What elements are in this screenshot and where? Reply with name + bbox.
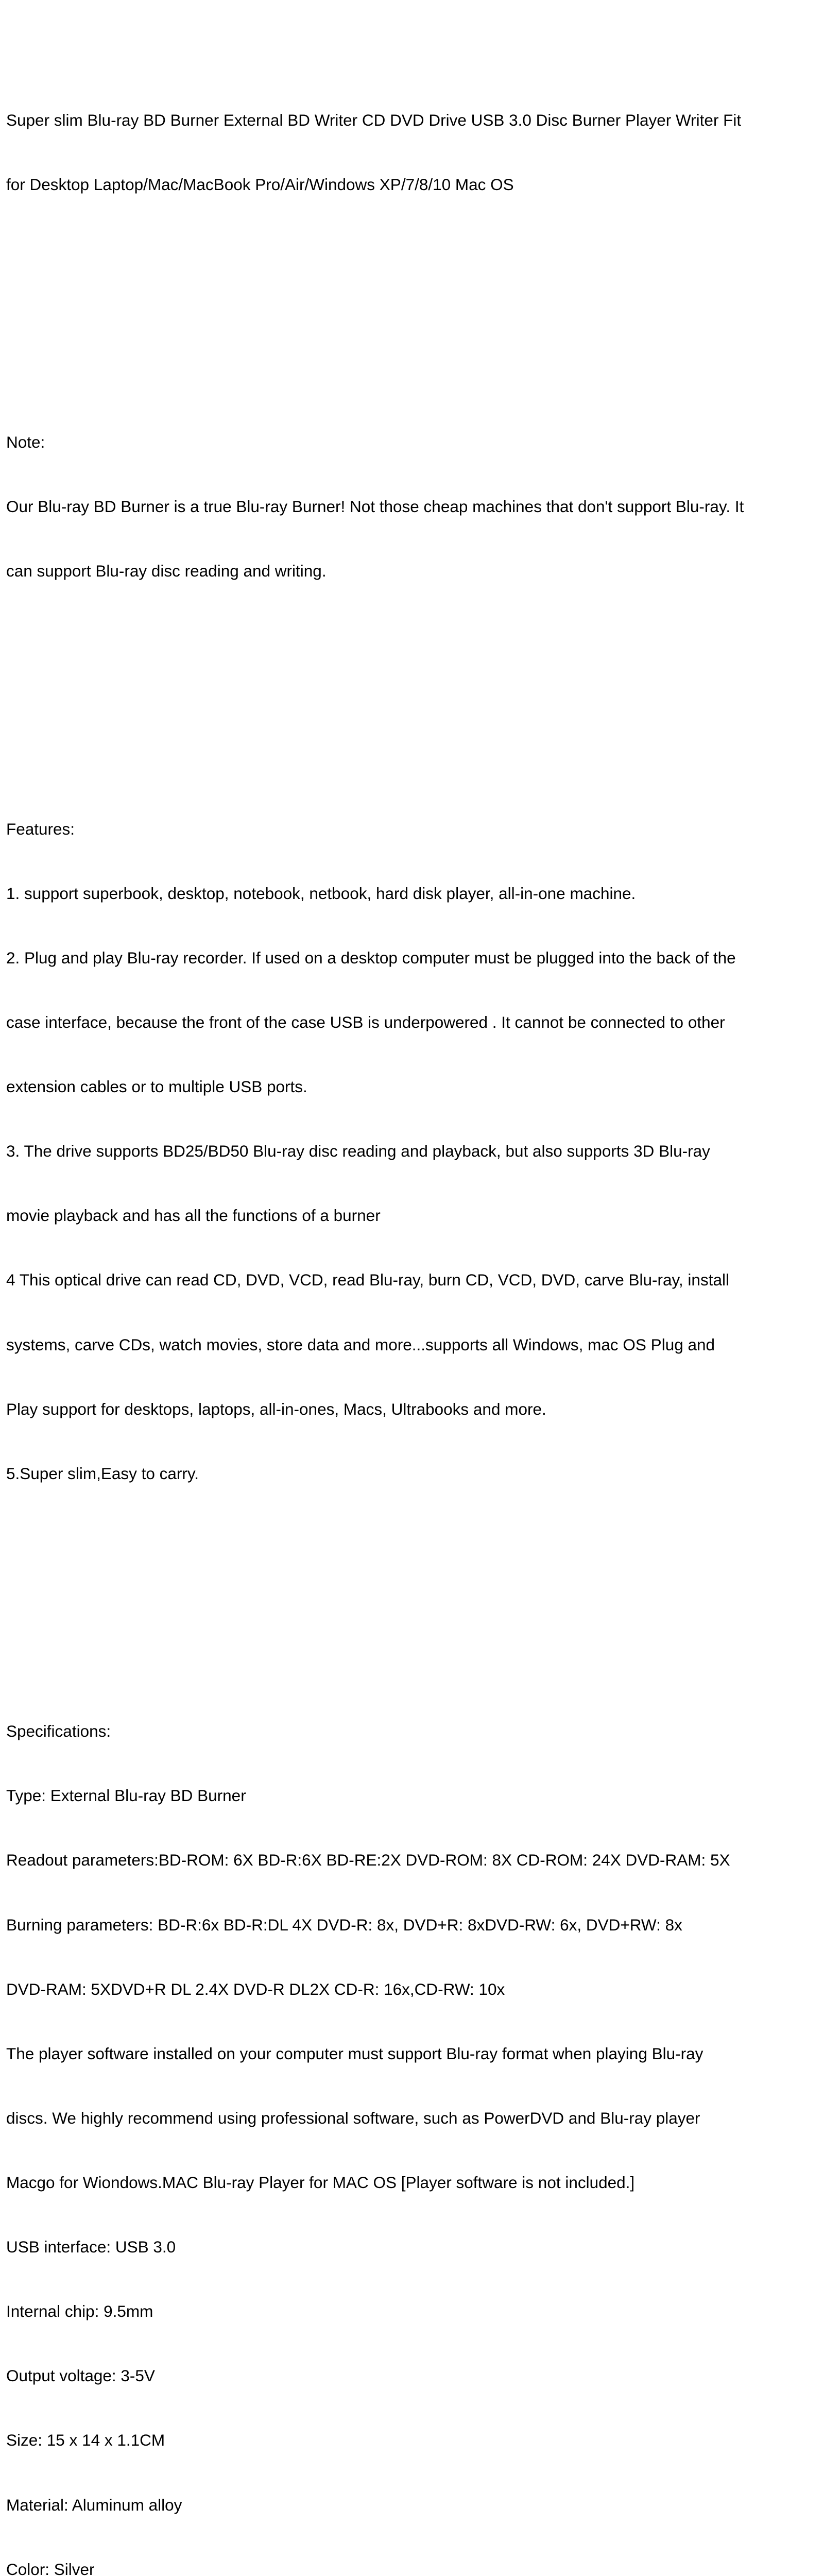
spec-line: Size: 15 x 14 x 1.1CM bbox=[6, 2431, 165, 2450]
feature-line: movie playback and has all the functions of a burner bbox=[6, 1206, 381, 1225]
spec-line: Material: Aluminum alloy bbox=[6, 2495, 182, 2514]
feature-line: 3. The drive supports BD25/BD50 Blu-ray disc reading and playback, but also supports 3D Blu-ray bbox=[6, 1142, 710, 1161]
features-section bbox=[6, 775, 820, 1528]
spec-line: DVD-RAM: 5XDVD+R DL 2.4X DVD-R DL2X CD-R: 16x,CD-RW: 10x bbox=[6, 1979, 505, 1998]
product-title bbox=[6, 66, 820, 239]
feature-line: 5.Super slim,Easy to carry. bbox=[6, 1464, 199, 1483]
spec-line: USB interface: USB 3.0 bbox=[6, 2238, 176, 2257]
title-line: for Desktop Laptop/Mac/MacBook Pro/Air/Windows XP/7/8/10 Mac OS bbox=[6, 175, 514, 194]
product-description bbox=[6, 2, 820, 2576]
spec-line: The player software installed on your computer must support Blu-ray format when playing Blu-ray bbox=[6, 2044, 703, 2063]
feature-line: 2. Plug and play Blu-ray recorder. If used on a desktop computer must be plugged into the back of the bbox=[6, 948, 736, 967]
spec-line: Color: Silver bbox=[6, 2560, 95, 2576]
note-line: Our Blu-ray BD Burner is a true Blu-ray Burner! Not those cheap machines that don't support Blu-ray. It bbox=[6, 497, 744, 516]
spec-line: Readout parameters:BD-ROM: 6X BD-R:6X BD-RE:2X DVD-ROM: 8X CD-ROM: 24X DVD-RAM: 5X bbox=[6, 1851, 730, 1870]
specifications-heading: Specifications: bbox=[6, 1722, 111, 1741]
feature-line: case interface, because the front of the case USB is underpowered . It cannot be connected to other bbox=[6, 1013, 725, 1032]
spacer bbox=[6, 689, 820, 711]
note-line: can support Blu-ray disc reading and writing. bbox=[6, 562, 327, 581]
feature-line: 1. support superbook, desktop, notebook, netbook, hard disk player, all-in-one machine. bbox=[6, 884, 636, 903]
feature-line: extension cables or to multiple USB ports. bbox=[6, 1077, 307, 1096]
note-heading: Note: bbox=[6, 433, 45, 452]
spec-line: Macgo for Wiondows.MAC Blu-ray Player for MAC OS [Player software is not included.] bbox=[6, 2173, 635, 2192]
spec-line: Type: External Blu-ray BD Burner bbox=[6, 1786, 246, 1805]
specifications-section bbox=[6, 1678, 820, 2576]
note-section bbox=[6, 389, 820, 625]
feature-line: Play support for desktops, laptops, all-in-ones, Macs, Ultrabooks and more. bbox=[6, 1399, 546, 1418]
spec-line: Output voltage: 3-5V bbox=[6, 2366, 155, 2385]
features-heading: Features: bbox=[6, 819, 75, 838]
feature-line: systems, carve CDs, watch movies, store data and more...supports all Windows, mac OS Plug and bbox=[6, 1335, 715, 1354]
title-line: Super slim Blu-ray BD Burner External BD Writer CD DVD Drive USB 3.0 Disc Burner Player Writer Fit bbox=[6, 110, 742, 129]
spec-line: discs. We highly recommend using professional software, such as PowerDVD and Blu-ray player bbox=[6, 2108, 700, 2127]
spec-line: Burning parameters: BD-R:6x BD-R:DL 4X DVD-R: 8x, DVD+R: 8xDVD-RW: 6x, DVD+RW: 8x bbox=[6, 1915, 682, 1934]
spec-line: Internal chip: 9.5mm bbox=[6, 2302, 153, 2321]
spacer bbox=[6, 1592, 820, 1614]
spacer bbox=[6, 303, 820, 325]
feature-line: 4 This optical drive can read CD, DVD, VCD, read Blu-ray, burn CD, VCD, DVD, carve Blu-ray, install bbox=[6, 1270, 729, 1290]
